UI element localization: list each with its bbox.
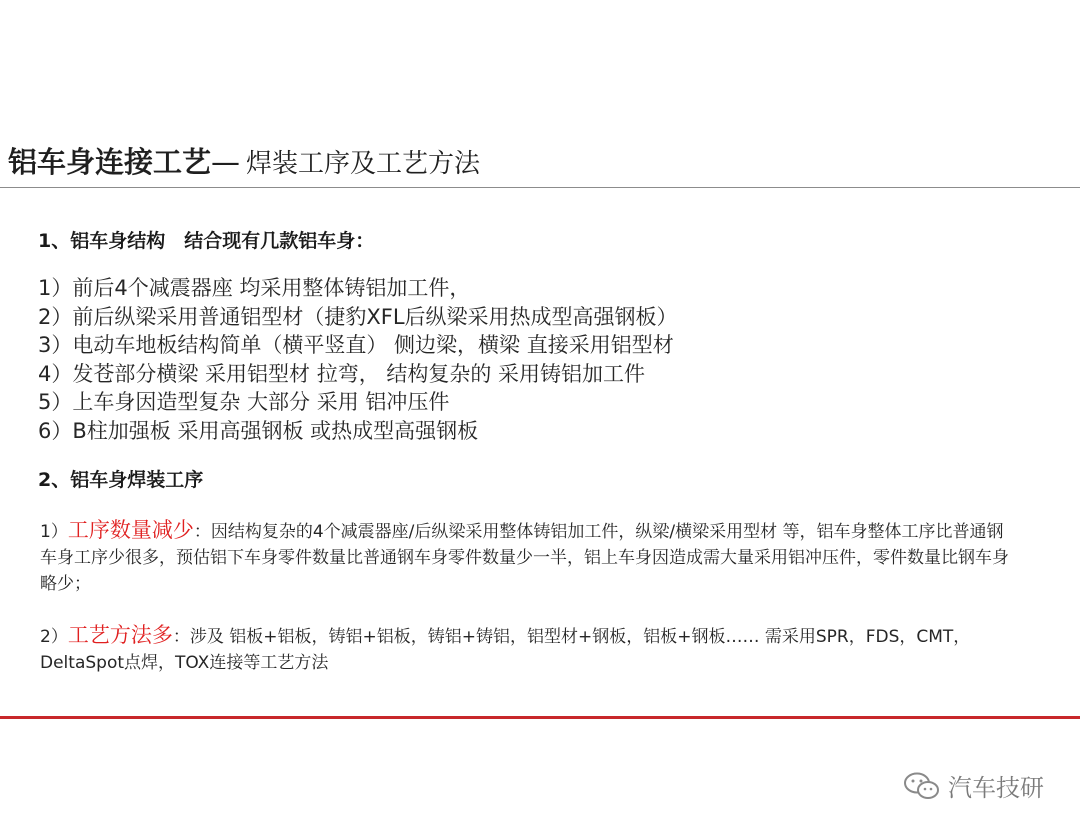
- process-methods-paragraph: [40, 622, 1020, 676]
- title-main: 铝车身连接工艺: [8, 145, 212, 179]
- list-item: 5）上车身因造型复杂 大部分 采用 铝冲压件: [38, 390, 450, 414]
- highlight-text: 工艺方法多: [67, 623, 173, 647]
- footer-divider: [0, 716, 1080, 719]
- highlight-text: 工序数量减少: [67, 518, 194, 542]
- para-prefix: 2）: [40, 627, 68, 647]
- para-prefix: 1）: [40, 522, 68, 542]
- title-divider: [0, 187, 1080, 188]
- section2-heading: 2、铝车身焊装工序: [38, 469, 204, 491]
- structure-list: [38, 274, 678, 445]
- list-item: 4）发苍部分横梁 采用铝型材 拉弯， 结构复杂的 采用铸铝加工件: [38, 361, 646, 386]
- watermark-text: 汽车技研: [948, 774, 1044, 802]
- para-text: ：涉及 铝板+铝板，铸铝+铝板，铸铝+铸铝，铝型材+钢板，铝板+钢板…… 需采用SPR，FDS，CMT，DeltaSpot点焊，TOX连接等工艺方法: [40, 627, 971, 673]
- section1-heading: 1、铝车身结构 结合现有几款铝车身：: [38, 230, 375, 252]
- title-subtitle: 焊装工序及工艺方法: [246, 149, 481, 179]
- list-item: 3）电动车地板结构简单（横平竖直） 侧边梁，横梁 直接采用铝型材: [38, 333, 674, 357]
- list-item: 2）前后纵梁采用普通铝型材（捷豹XFL后纵梁采用热成型高强钢板）: [38, 304, 678, 329]
- wechat-icon: [902, 770, 942, 802]
- process-reduction-paragraph: [40, 517, 1020, 597]
- page-title: [8, 142, 480, 184]
- para-text: ：因结构复杂的4个减震器座/后纵梁采用整体铸铝加工件，纵梁/横梁采用型材 等，铝车身整体工序比普通钢车身工序少很多，预估铝下车身零件数量比普通钢车身零件数量少一半，铝上车身因造成需大量采用铝冲压件，零件数量比钢车身略少；: [40, 522, 1009, 594]
- watermark: [902, 768, 1044, 803]
- list-item: 6）B柱加强板 采用高强钢板 或热成型高强钢板: [38, 418, 479, 443]
- list-item: 1）前后4个减震器座 均采用整体铸铝加工件，: [38, 276, 471, 300]
- title-dash: —: [211, 145, 241, 179]
